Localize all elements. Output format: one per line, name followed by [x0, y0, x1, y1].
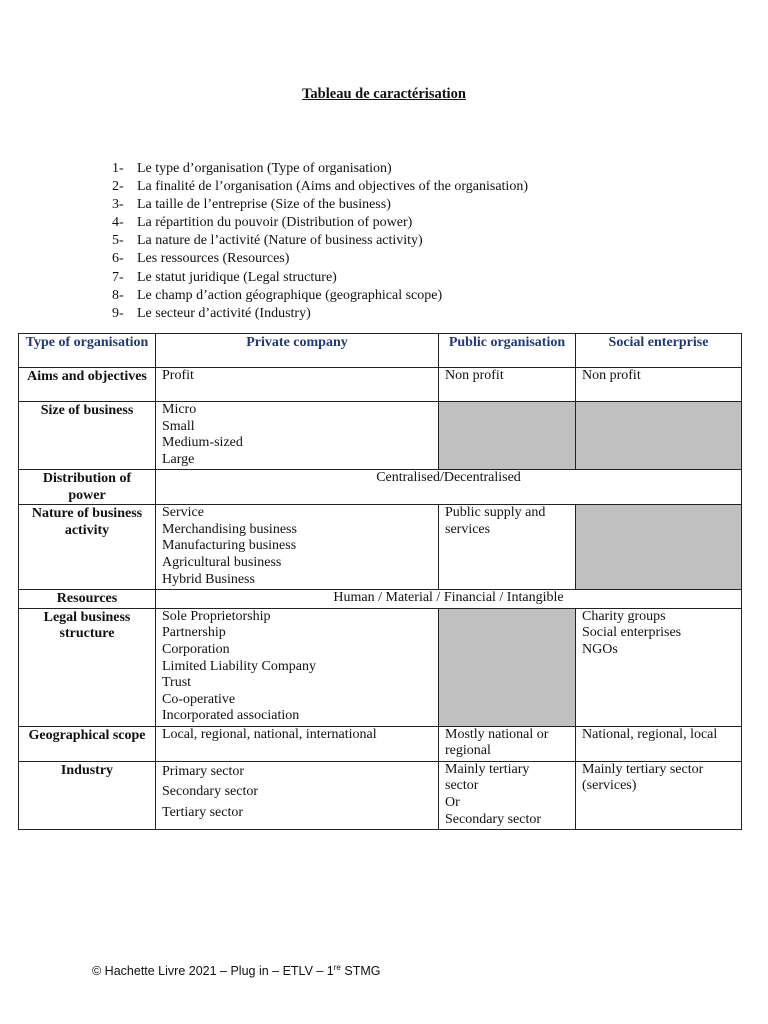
- table-row: [19, 761, 742, 829]
- cell-nature-public: Public supply and services: [439, 505, 576, 590]
- table-row: [19, 402, 742, 470]
- cell-nature-social-empty: [576, 505, 742, 590]
- row-label-legal: Legal business structure: [19, 608, 156, 726]
- cell-industry-social: Mainly tertiary sector (services): [576, 761, 742, 829]
- table-row: [19, 726, 742, 761]
- row-label-power: Distribution of power: [19, 470, 156, 505]
- row-label-scope: Geographical scope: [19, 726, 156, 761]
- table-row: [19, 368, 742, 402]
- header-type-of-organisation: Type of organisation: [19, 334, 156, 368]
- cell-scope-public: Mostly national or regional: [439, 726, 576, 761]
- table-row: [19, 608, 742, 726]
- table-header-row: [19, 334, 742, 368]
- cell-nature-private: Service Merchandising business Manufacturing business Agricultural business Hybrid Business: [156, 505, 439, 590]
- cell-industry-private: Primary sector Secondary sector Tertiary sector: [156, 761, 439, 829]
- header-social-enterprise: Social enterprise: [576, 334, 742, 368]
- list-item: 9- Le secteur d’activité (Industry): [112, 305, 311, 321]
- header-public-organisation: Public organisation: [439, 334, 576, 368]
- cell-scope-private: Local, regional, national, international: [156, 726, 439, 761]
- cell-size-social-empty: [576, 402, 742, 470]
- cell-legal-public-empty: [439, 608, 576, 726]
- cell-resources-merged: Human / Material / Financial / Intangible: [156, 590, 742, 609]
- table-row: [19, 590, 742, 609]
- cell-legal-private: Sole Proprietorship Partnership Corporation Limited Liability Company Trust Co-operative Incorporated association: [156, 608, 439, 726]
- list-item: 8- Le champ d’action géographique (geographical scope): [112, 287, 443, 303]
- cell-aims-social: Non profit: [576, 368, 742, 402]
- list-item: 7- Le statut juridique (Legal structure): [112, 269, 337, 285]
- row-label-resources: Resources: [19, 590, 156, 609]
- cell-industry-public: Mainly tertiary sector Or Secondary sector: [439, 761, 576, 829]
- list-item: 5- La nature de l’activité (Nature of business activity): [112, 233, 423, 249]
- row-label-nature: Nature of business activity: [19, 505, 156, 590]
- page-title: Tableau de caractérisation: [302, 86, 466, 102]
- copyright-footer: © Hachette Livre 2021 – Plug in – ETLV – 1re STMG: [92, 963, 381, 979]
- row-label-industry: Industry: [19, 761, 156, 829]
- list-item: 3- La taille de l’entreprise (Size of the business): [112, 197, 391, 213]
- header-private-company: Private company: [156, 334, 439, 368]
- cell-legal-social: Charity groups Social enterprises NGOs: [576, 608, 742, 726]
- list-item: 6- Les ressources (Resources): [112, 251, 290, 267]
- list-item: 2- La finalité de l’organisation (Aims and objectives of the organisation): [112, 179, 528, 195]
- cell-aims-private: Profit: [156, 368, 439, 402]
- cell-power-merged: Centralised/Decentralised: [156, 470, 742, 505]
- cell-size-private: Micro Small Medium-sized Large: [156, 402, 439, 470]
- row-label-size: Size of business: [19, 402, 156, 470]
- criteria-list: [112, 160, 528, 323]
- table-row: [19, 470, 742, 505]
- list-item: 1- Le type d’organisation (Type of organisation): [112, 161, 392, 176]
- row-label-aims: Aims and objectives: [19, 368, 156, 402]
- cell-aims-public: Non profit: [439, 368, 576, 402]
- cell-scope-social: National, regional, local: [576, 726, 742, 761]
- cell-size-public-empty: [439, 402, 576, 470]
- characterisation-table: [18, 333, 742, 830]
- table-row: [19, 505, 742, 590]
- list-item: 4- La répartition du pouvoir (Distribution of power): [112, 215, 413, 231]
